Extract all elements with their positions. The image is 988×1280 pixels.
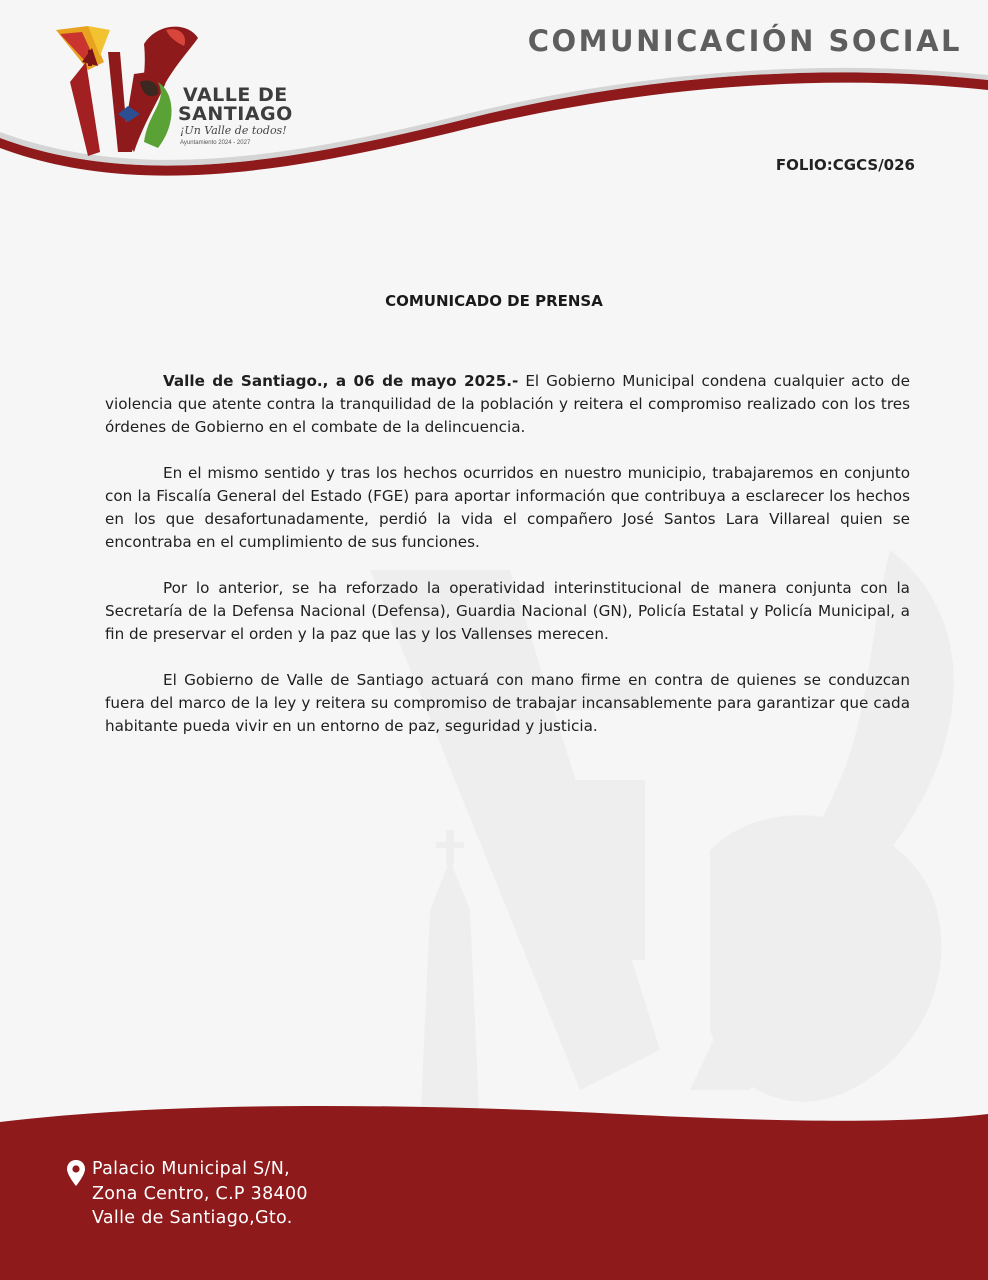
dateline: Valle de Santiago., a 06 de mayo 2025.-	[163, 372, 519, 390]
folio-number: FOLIO:CGCS/026	[775, 156, 915, 174]
address-line-2: Zona Centro, C.P 38400	[92, 1183, 308, 1204]
logo-name-line1: VALLE DE	[183, 84, 288, 106]
footer-address	[92, 1157, 308, 1231]
paragraph-3: Por lo anterior, se ha reforzado la operatividad interinstitucional de manera conjunta con la Secretaría de la Defensa Nacional (Defensa), Guardia Nacional (GN), Policía Estatal y Policía Municipal, a fin de preservar el orden y la paz que las y los Vallenses merecen.	[105, 579, 910, 643]
paragraph-2: En el mismo sentido y tras los hechos ocurridos en nuestro municipio, trabajaremos en conjunto con la Fiscalía General del Estado (FGE) para aportar información que contribuya a esclarecer los hechos en los que desafortunadamente, perdió la vida el compañero José Santos Lara Villareal quien se encontraba en el cumplimiento de sus funciones.	[105, 464, 910, 551]
location-pin-icon	[66, 1159, 86, 1187]
logo-admin-period: Ayuntamiento 2024 - 2027	[180, 140, 251, 146]
logo-name	[178, 86, 293, 124]
document-heading: COMUNICADO DE PRENSA	[385, 292, 603, 310]
logo-name-line2: SANTIAGO	[178, 103, 293, 125]
paragraph-4: El Gobierno de Valle de Santiago actuará con mano firme en contra de quienes se conduzcan fuera del marco de la ley y reitera su compromiso de trabajar incansablemente para garantizar que cada habitante pueda vivir en un entorno de paz, seguridad y justicia.	[105, 671, 910, 735]
paragraph-1	[105, 370, 910, 439]
address-line-1: Palacio Municipal S/N,	[92, 1159, 290, 1179]
paragraph-1-text: El Gobierno Municipal condena cualquier acto de violencia que atente contra la tranquilidad de la población y reitera el compromiso realizado con los tres órdenes de Gobierno en el combate de la delincuencia.	[105, 372, 911, 436]
logo-slogan: ¡Un Valle de todos!	[180, 124, 287, 137]
document-body	[105, 370, 910, 761]
address-line-3: Valle de Santiago,Gto.	[92, 1208, 293, 1228]
department-title: COMUNICACIÓN SOCIAL	[527, 24, 962, 58]
